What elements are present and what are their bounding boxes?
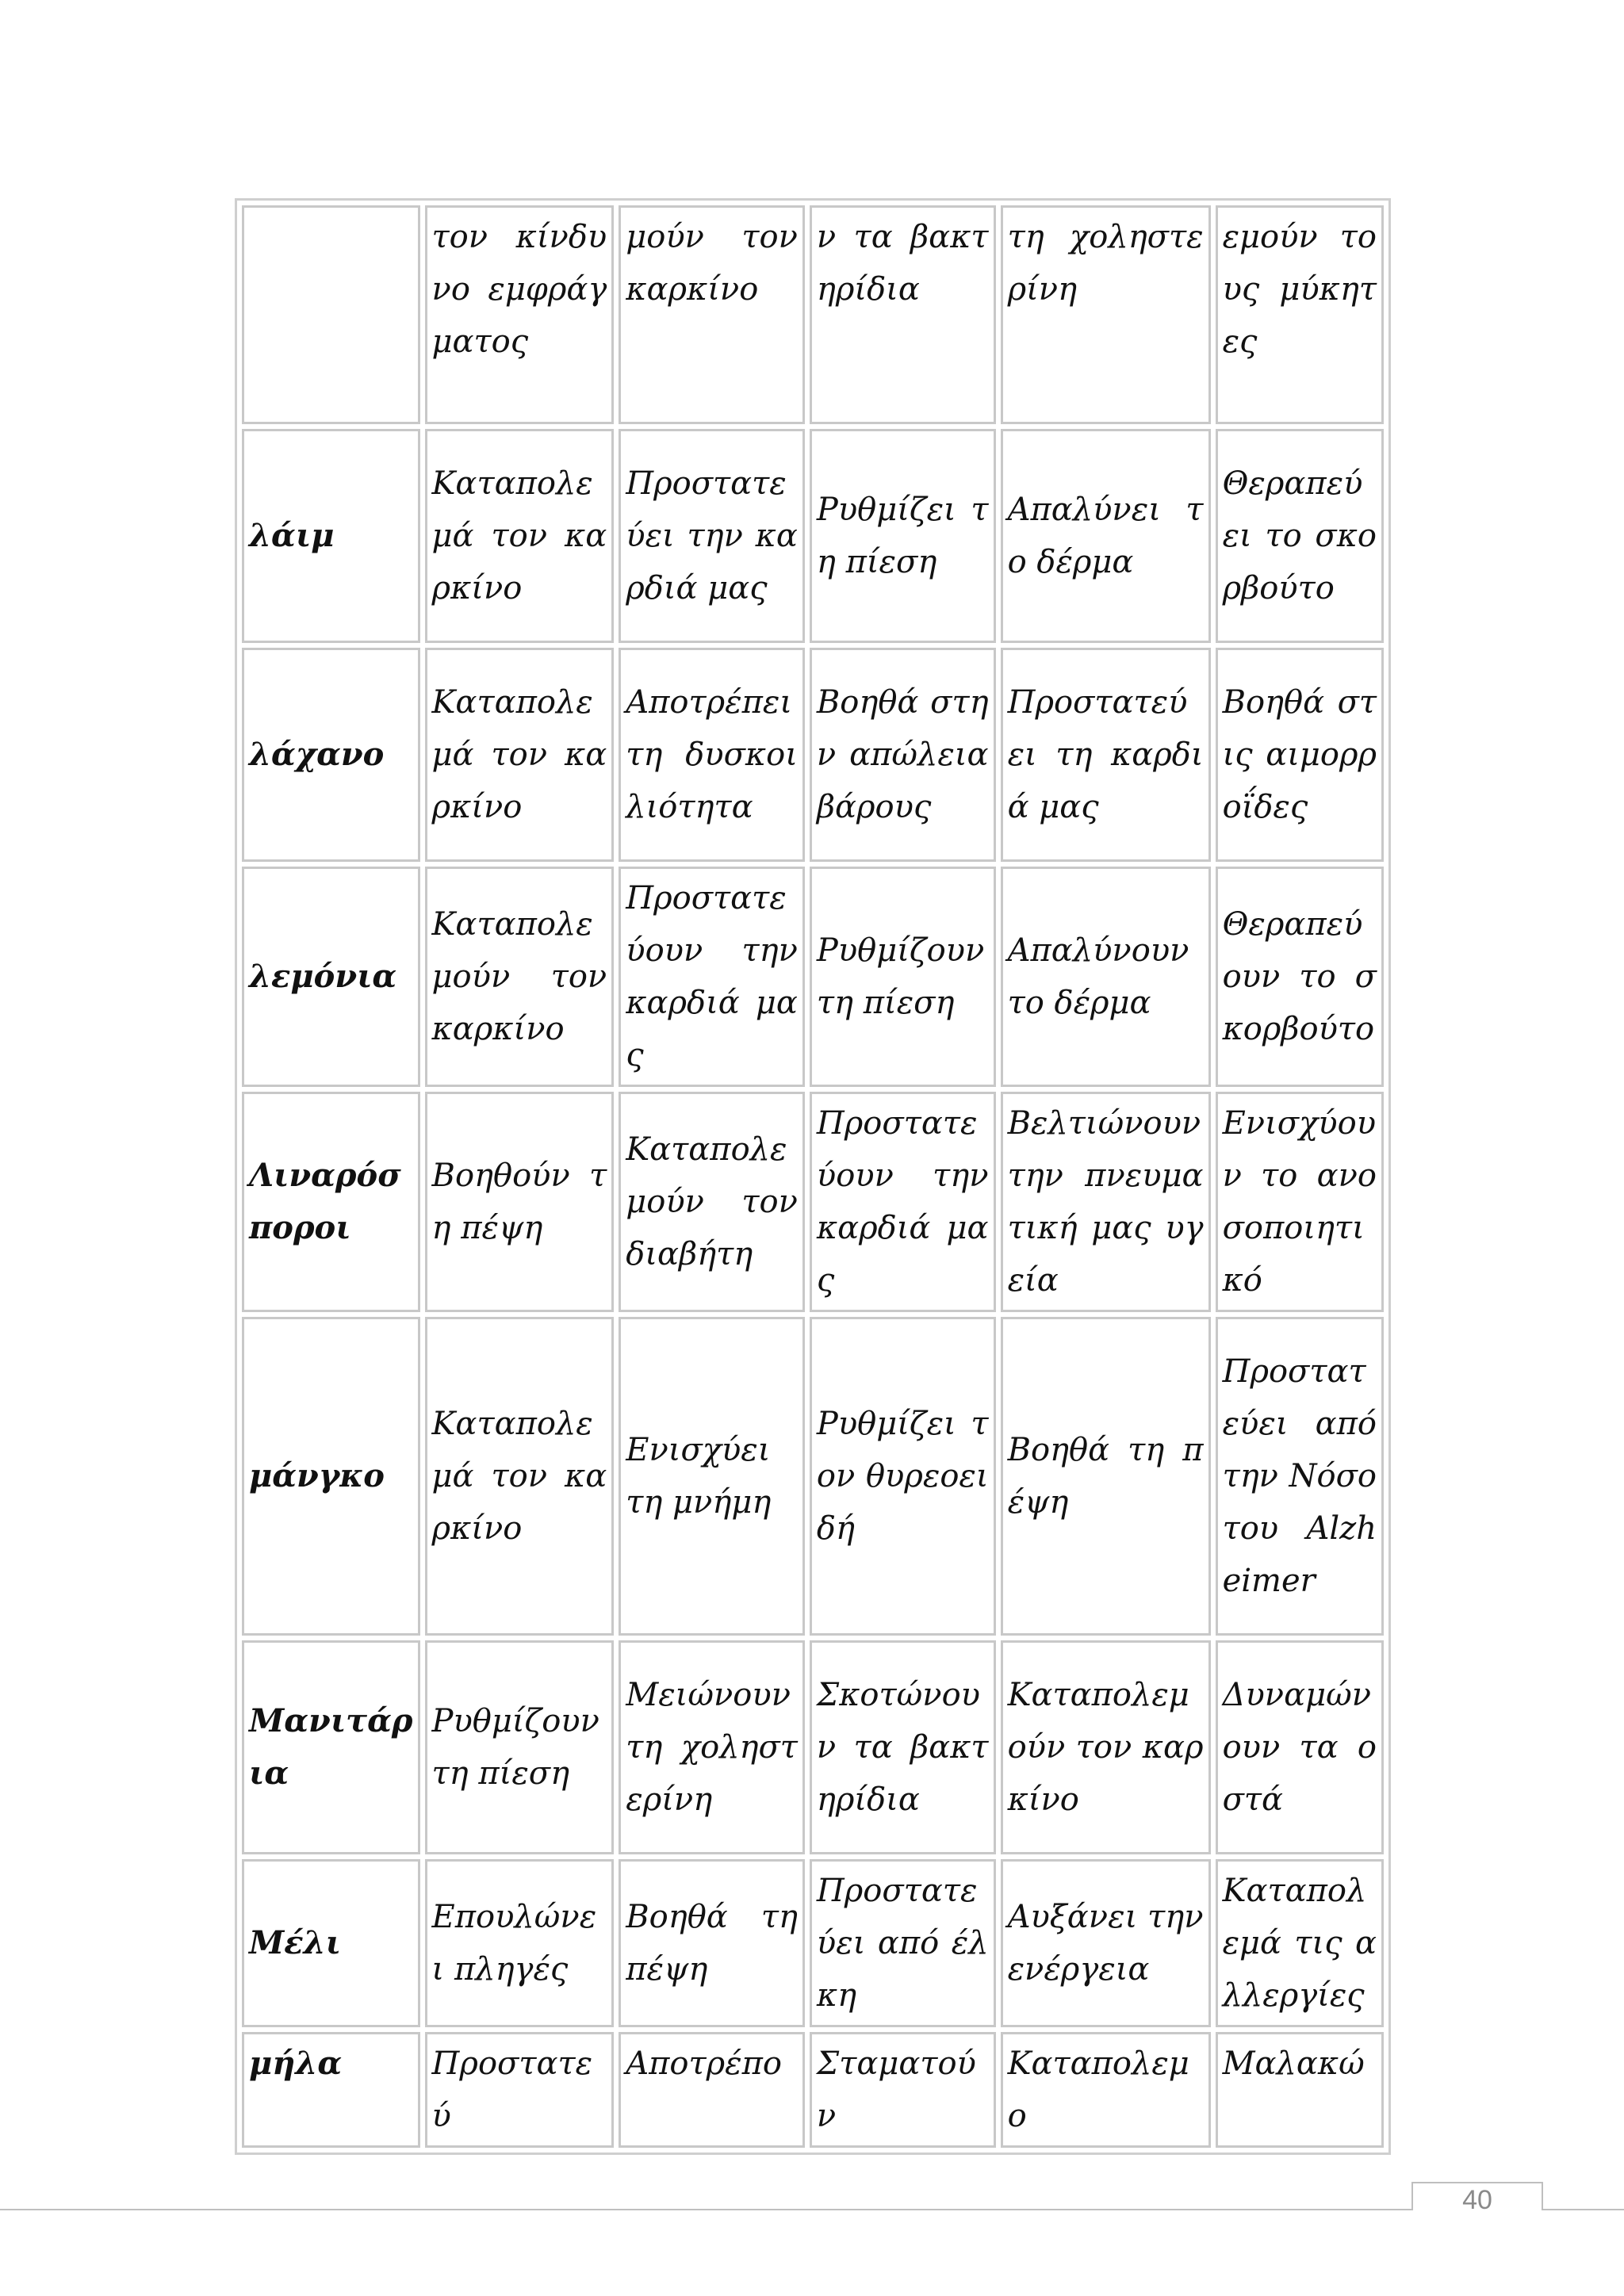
footer-divider: [0, 2209, 1624, 2210]
table-cell: Καταπολεμά τον καρκίνο: [425, 648, 615, 862]
table-cell: Ρυθμίζουν τη πίεση: [810, 867, 996, 1087]
table-cell: Βοηθά τη πέψη: [1001, 1317, 1211, 1636]
table-cell: Δυναμώνουν τα οστά: [1216, 1640, 1384, 1854]
food-name: μάνγκο: [242, 1317, 420, 1636]
page-number: 40: [1462, 2185, 1492, 2215]
food-name: λάιμ: [242, 429, 420, 643]
table-row: [242, 1317, 1384, 1636]
table-cell: Μειώνουν τη χοληστερίνη: [619, 1640, 805, 1854]
table-cell: Ρυθμίζει τη πίεση: [810, 429, 996, 643]
table-row: [242, 648, 1384, 862]
table-cell: Προστατεύει από την Νόσο του Alzheimer: [1216, 1317, 1384, 1636]
table-cell: Προστατεύουν την καρδιά μας: [619, 867, 805, 1087]
table-cell: ν τα βακτηρίδια: [810, 205, 996, 424]
table-cell: Βελτιώνουν την πνευματική μας υγεία: [1001, 1092, 1211, 1312]
table-cell: Αποτρέπει τη δυσκοιλιότητα: [619, 648, 805, 862]
table-cell: εμούν τους μύκητες: [1216, 205, 1384, 424]
table-cell: Προστατεύ: [425, 2032, 615, 2148]
table-cell: Βοηθά στις αιμορροΐδες: [1216, 648, 1384, 862]
table-cell: Καταπολεμούν τον καρκίνο: [1001, 1640, 1211, 1854]
table-cell: Καταπολεμο: [1001, 2032, 1211, 2148]
table-cell: Καταπολεμά τον καρκίνο: [425, 429, 615, 643]
food-name: [242, 205, 420, 424]
table-cell: Ενισχύουν το ανοσοποιητικό: [1216, 1092, 1384, 1312]
table-row: [242, 2032, 1384, 2148]
table-cell: Προστατεύει από έλκη: [810, 1859, 996, 2027]
table-cell: Αποτρέπο: [619, 2032, 805, 2148]
table-cell: Βοηθούν τη πέψη: [425, 1092, 615, 1312]
table-cell: Προστατεύουν την καρδιά μας: [810, 1092, 996, 1312]
table-cell: Αυξάνει την ενέργεια: [1001, 1859, 1211, 2027]
food-name: μήλα: [242, 2032, 420, 2148]
table-cell: Σκοτώνουν τα βακτηρίδια: [810, 1640, 996, 1854]
benefits-table: [235, 198, 1391, 2155]
table-row: [242, 205, 1384, 424]
table-cell: Βοηθά τη πέψη: [619, 1859, 805, 2027]
table-cell: Προστατεύει την καρδιά μας: [619, 429, 805, 643]
table-cell: Απαλύνουν το δέρμα: [1001, 867, 1211, 1087]
table-cell: Βοηθά στην απώλεια βάρους: [810, 648, 996, 862]
table-cell: Θεραπεύουν το σκορβούτο: [1216, 867, 1384, 1087]
food-name: Μέλι: [242, 1859, 420, 2027]
table-row: [242, 1640, 1384, 1854]
table-row: [242, 1859, 1384, 2027]
table-cell: Μαλακώ: [1216, 2032, 1384, 2148]
table-row: [242, 429, 1384, 643]
table-cell: Ρυθμίζουν τη πίεση: [425, 1640, 615, 1854]
table-cell: Προστατεύει τη καρδιά μας: [1001, 648, 1211, 862]
table-cell: Καταπολεμούν τον καρκίνο: [425, 867, 615, 1087]
table-cell: Ενισχύει τη μνήμη: [619, 1317, 805, 1636]
food-name: Λιναρόσποροι: [242, 1092, 420, 1312]
table-cell: Θεραπεύει το σκορβούτο: [1216, 429, 1384, 643]
food-name: λάχανο: [242, 648, 420, 862]
food-name: λεμόνια: [242, 867, 420, 1087]
table-cell: μούν τον καρκίνο: [619, 205, 805, 424]
table-cell: Καταπολεμά τον καρκίνο: [425, 1317, 615, 1636]
table-cell: Σταματούν: [810, 2032, 996, 2148]
table-row: [242, 867, 1384, 1087]
table-cell: Καταπολεμά τις αλλεργίες: [1216, 1859, 1384, 2027]
table-cell: τη χοληστερίνη: [1001, 205, 1211, 424]
table-row: [242, 1092, 1384, 1312]
table-cell: Επουλώνει πληγές: [425, 1859, 615, 2027]
table-cell: τον κίνδυνο εμφράγματος: [425, 205, 615, 424]
table-cell: Απαλύνει το δέρμα: [1001, 429, 1211, 643]
food-name: Μανιτάρια: [242, 1640, 420, 1854]
table-cell: Ρυθμίζει τον θυρεοειδή: [810, 1317, 996, 1636]
table-cell: Καταπολεμούν τον διαβήτη: [619, 1092, 805, 1312]
